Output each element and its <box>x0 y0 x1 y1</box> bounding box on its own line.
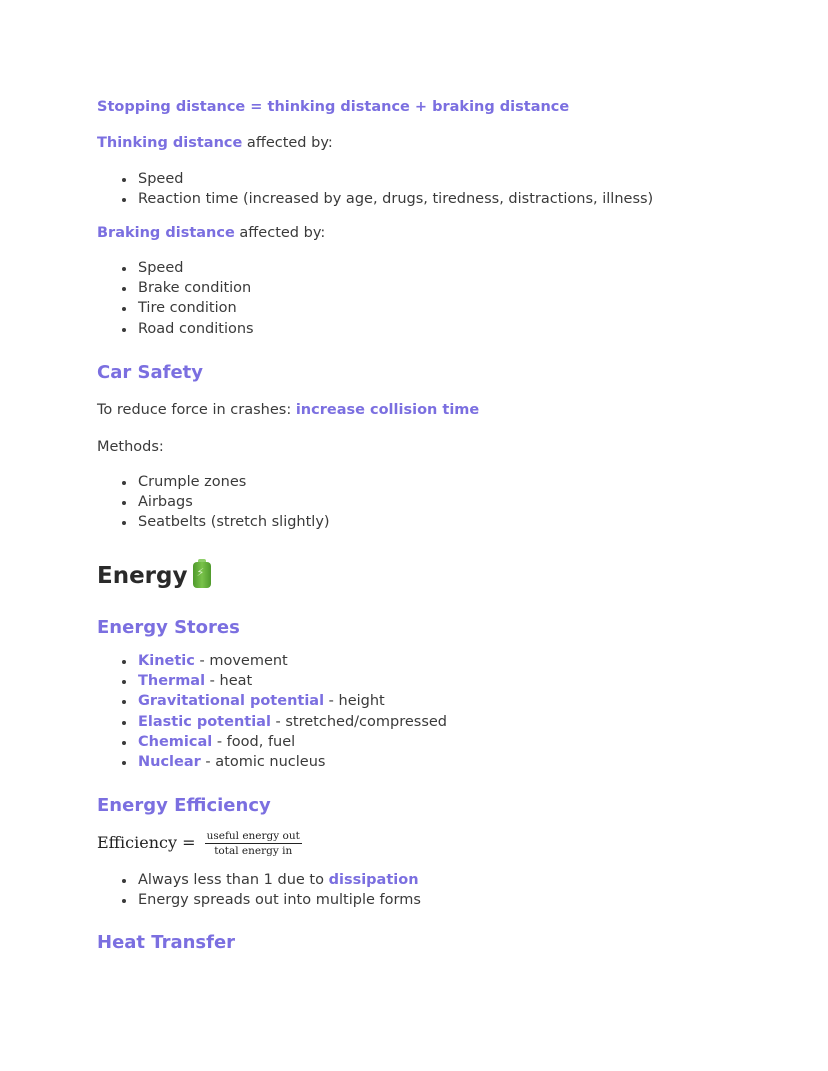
list-item: Tire condition <box>97 298 254 318</box>
car-safety-methods-list <box>97 472 330 533</box>
thinking-distance-suffix: affected by: <box>242 135 333 151</box>
car-safety-highlight: increase collision time <box>295 402 480 418</box>
list-item: Energy spreads out into multiple forms <box>97 890 421 910</box>
energy-heading-text: Energy <box>97 563 188 589</box>
store-term: Gravitational potential <box>138 693 325 710</box>
car-safety-intro <box>97 402 479 418</box>
list-item <box>97 870 421 890</box>
store-desc: - atomic nucleus <box>200 753 326 770</box>
store-desc: - height <box>324 693 385 710</box>
thinking-distance-line <box>97 135 333 151</box>
list-item <box>97 732 447 752</box>
formula-denominator: total energy in <box>214 845 293 857</box>
energy-stores-list <box>97 651 447 772</box>
stopping-distance-equation: Stopping distance = thinking distance + braking distance <box>97 99 570 115</box>
formula-lhs: Efficiency = <box>97 833 196 852</box>
car-safety-heading: Car Safety <box>97 362 203 383</box>
list-item <box>97 712 447 732</box>
list-item <box>97 691 447 711</box>
car-safety-intro-prefix: To reduce force in crashes: <box>97 402 296 418</box>
efficiency-formula <box>97 830 302 857</box>
methods-label: Methods: <box>97 439 164 455</box>
list-item: Seatbelts (stretch slightly) <box>97 512 330 532</box>
list-item: Brake condition <box>97 278 254 298</box>
formula-fraction <box>205 830 302 857</box>
formula-numerator: useful energy out <box>206 830 300 842</box>
list-item <box>97 651 447 671</box>
list-item: Reaction time (increased by age, drugs, tiredness, distractions, illness) <box>97 189 653 209</box>
heat-transfer-heading: Heat Transfer <box>97 932 236 953</box>
store-term: Thermal <box>138 673 206 690</box>
list-item: Speed <box>97 169 653 189</box>
list-item: Airbags <box>97 492 330 512</box>
list-item: Crumple zones <box>97 472 330 492</box>
list-item <box>97 671 447 691</box>
energy-efficiency-heading: Energy Efficiency <box>97 795 271 816</box>
store-desc: - heat <box>205 673 253 690</box>
battery-icon <box>193 562 211 588</box>
item-text: Always less than 1 due to <box>138 872 329 888</box>
store-term: Kinetic <box>138 653 195 669</box>
efficiency-list <box>97 870 421 910</box>
store-desc: - stretched/compressed <box>270 713 448 730</box>
list-item <box>97 752 447 772</box>
thinking-distance-term: Thinking distance <box>97 135 243 151</box>
braking-distance-line <box>97 225 325 241</box>
braking-distance-suffix: affected by: <box>234 225 326 241</box>
braking-distance-term: Braking distance <box>97 225 235 241</box>
list-item: Road conditions <box>97 319 254 339</box>
store-term: Chemical <box>138 733 213 750</box>
braking-distance-list <box>97 258 254 339</box>
energy-stores-heading: Energy Stores <box>97 617 240 638</box>
list-item: Speed <box>97 258 254 278</box>
thinking-distance-list <box>97 169 653 209</box>
store-desc: - food, fuel <box>212 733 296 750</box>
energy-heading <box>97 562 211 589</box>
dissipation-term: dissipation <box>328 872 419 888</box>
store-term: Nuclear <box>138 753 201 770</box>
store-term: Elastic potential <box>138 713 271 730</box>
store-desc: - movement <box>194 653 288 669</box>
